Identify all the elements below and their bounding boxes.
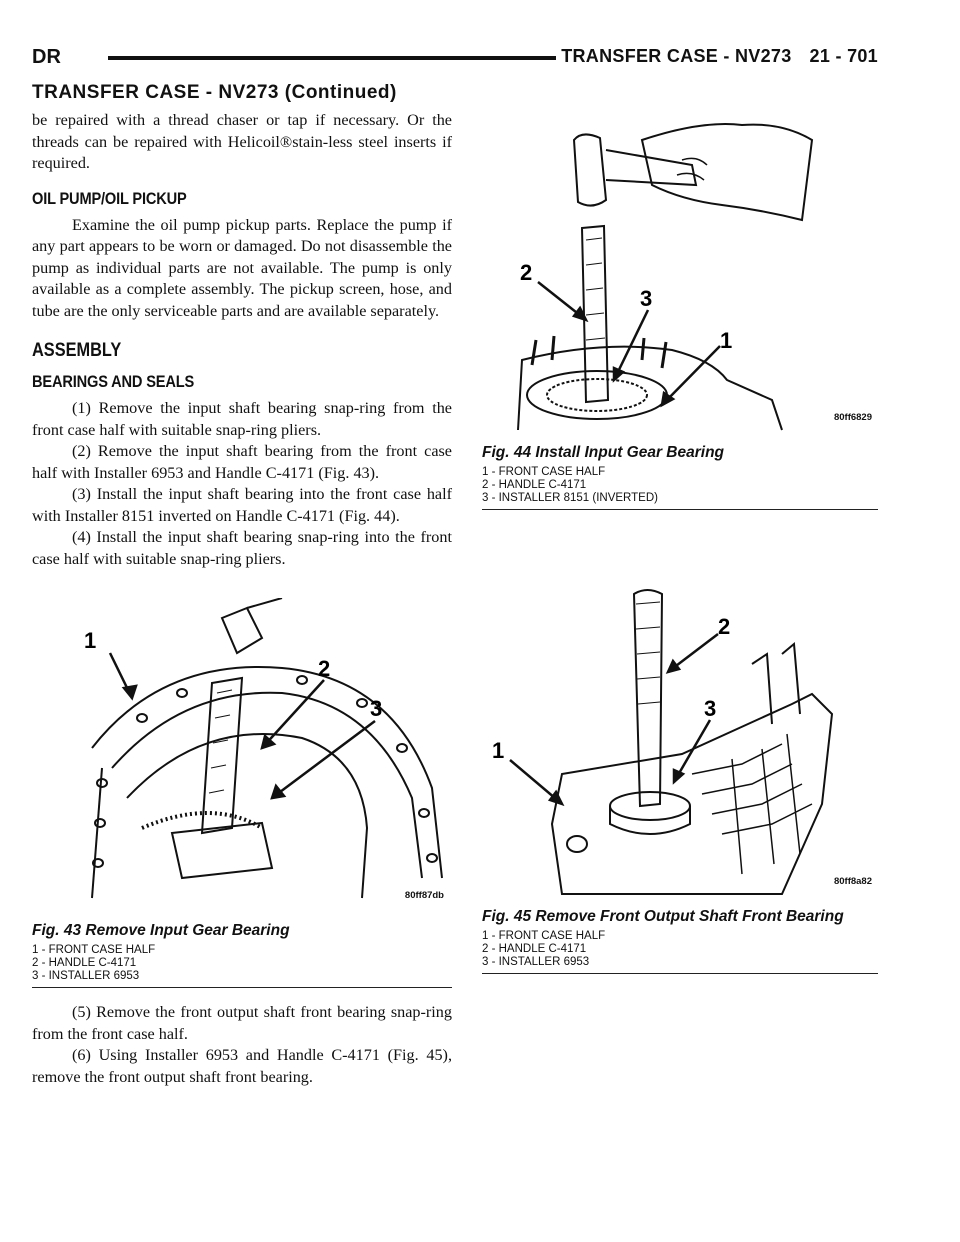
right-column: [482, 110, 878, 974]
header-rule: [108, 56, 556, 60]
fig45-rule: [482, 973, 878, 974]
fig44-callout-1: 1: [720, 328, 733, 353]
step-6: (6) Using Installer 6953 and Handle C-4171 (Fig. 45), remove the front output shaft front bearing.: [32, 1046, 452, 1086]
fig45-legend-item: 2 - HANDLE C-4171: [482, 943, 587, 955]
fig45-callout-3: 3: [704, 696, 717, 721]
figure-44: [482, 110, 878, 510]
continued-title: TRANSFER CASE - NV273 (Continued): [32, 82, 397, 103]
fig43-legend-item: 1 - FRONT CASE HALF: [32, 944, 156, 956]
fig43-rule: [32, 987, 452, 988]
step-1: (1) Remove the input shaft bearing snap-ring from the front case half with suitable snap-ring pliers.: [32, 399, 452, 439]
fig44-legend-item: 2 - HANDLE C-4171: [482, 479, 587, 491]
fig43-title: Fig. 43 Remove Input Gear Bearing: [32, 922, 290, 939]
fig43-code: 80ff87db: [404, 890, 444, 901]
fig44-code: 80ff6829: [833, 412, 872, 423]
fig43-legend-item: 3 - INSTALLER 6953: [32, 970, 140, 982]
fig45-callout-2: 2: [718, 614, 731, 639]
figure-43: [32, 598, 452, 988]
left-column: [32, 110, 452, 1088]
fig43-callout-3: 3: [370, 696, 383, 721]
fig45-callout-1: 1: [492, 738, 505, 763]
fig44-callout-2: 2: [520, 260, 533, 285]
bearings-heading: BEARINGS AND SEALS: [32, 372, 195, 391]
header-page-number: 21 - 701: [809, 46, 878, 66]
intro-paragraph: be repaired with a thread chaser or tap if necessary. Or the threads can be repaired with Helicoil®stain-less steel inserts if required.: [32, 111, 452, 172]
fig43-legend: [32, 944, 452, 983]
page-header: [32, 44, 878, 74]
header-model-code: DR: [32, 46, 61, 68]
step-2: (2) Remove the input shaft bearing from the front case half with Installer 6953 and Handle C-4171 (Fig. 43).: [32, 442, 452, 482]
fig43-legend-item: 2 - HANDLE C-4171: [32, 957, 137, 969]
figure-45: [482, 574, 878, 974]
fig43-callout-2: 2: [318, 656, 331, 681]
fig44-legend-item: 3 - INSTALLER 8151 (INVERTED): [482, 492, 658, 504]
header-section-title: TRANSFER CASE - NV273: [561, 46, 792, 66]
fig43-callout-1: 1: [84, 628, 97, 653]
fig45-code: 80ff8a82: [833, 876, 872, 887]
fig45-legend: [482, 930, 878, 969]
fig44-title: Fig. 44 Install Input Gear Bearing: [482, 444, 725, 461]
step-4: (4) Install the input shaft bearing snap-ring into the front case half with suitable snap-ring pliers.: [32, 528, 452, 568]
header-section: [561, 46, 878, 67]
fig45-legend-item: 1 - FRONT CASE HALF: [482, 930, 606, 942]
figure-45-illustration: [482, 574, 878, 904]
fig44-legend-item: 1 - FRONT CASE HALF: [482, 466, 606, 478]
figure-43-illustration: [32, 598, 452, 918]
oil-pump-paragraph: Examine the oil pump pickup parts. Replace the pump if any part appears to be worn or damaged. Do not disassemble the pump as individual parts are not available. The pump is only available as a complete assembly. The pickup screen, hose, and tube are the only serviceable parts and are available separately.: [32, 215, 452, 320]
fig44-callout-3: 3: [640, 286, 653, 311]
step-5: (5) Remove the front output shaft front bearing snap-ring from the front case half.: [32, 1003, 452, 1043]
step-3: (3) Install the input shaft bearing into the front case half with Installer 8151 inverted on Handle C-4171 (Fig. 44).: [32, 485, 452, 525]
figure-44-illustration: [482, 110, 878, 440]
oil-pump-heading: OIL PUMP/OIL PICKUP: [32, 188, 187, 208]
assembly-heading: ASSEMBLY: [32, 340, 122, 361]
fig44-legend: [482, 466, 878, 505]
fig45-title: Fig. 45 Remove Front Output Shaft Front Bearing: [482, 908, 844, 925]
fig44-rule: [482, 509, 878, 510]
fig45-legend-item: 3 - INSTALLER 6953: [482, 956, 590, 968]
